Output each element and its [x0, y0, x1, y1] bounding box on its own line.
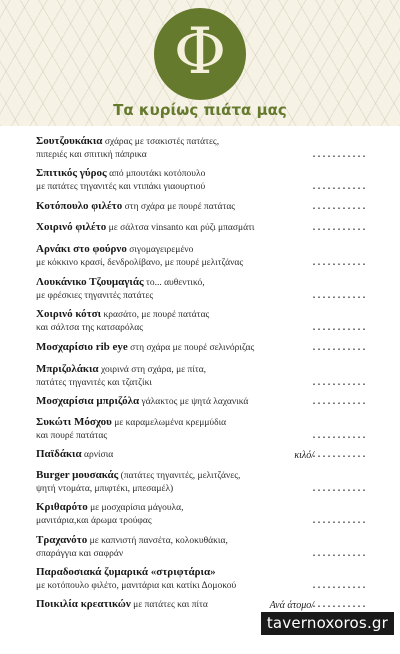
menu-item: [36, 135, 372, 162]
price-dots: ...........: [310, 150, 366, 161]
item-desc: με καπνιστή πανσέτα, κολοκυθάκια,: [87, 536, 228, 546]
logo-letter: Φ: [173, 15, 227, 89]
item-name: Χοιρινό φιλέτο: [36, 221, 107, 233]
item-desc-2: με φρέσκιες τηγανιτές πατάτες: [36, 291, 154, 301]
menu-item: [36, 395, 372, 409]
item-desc: γάλακτος με ψητά λαχανικά: [139, 397, 249, 407]
item-name: Μοσχαρίσια μπριζόλα: [36, 395, 140, 407]
item-desc: σχάρας με τσακιστές πατάτες,: [102, 137, 220, 147]
item-desc-2: και σάλτσα της κατσαρόλας: [36, 323, 143, 333]
item-desc-2: με κοτόπουλο φιλέτο, μανιτάρια και κατίκι Δομοκού: [36, 581, 237, 591]
page-title: Τα κυρίως πιάτα μας: [113, 101, 287, 119]
price-dots: ...........: [310, 202, 366, 213]
price-dots: ...........: [310, 258, 366, 269]
item-desc: με καραμελωμένα κρεμμύδια: [111, 418, 227, 428]
menu-item: [36, 221, 372, 235]
price-dots: ...........: [310, 581, 366, 592]
menu-item: [36, 308, 372, 335]
menu-item: [36, 341, 372, 355]
item-desc: το... αυθεντικό,: [143, 278, 205, 288]
item-name: Μπριζολάκια: [36, 363, 99, 375]
menu-item: [36, 566, 372, 593]
price-dots: ...........: [310, 549, 366, 560]
price-unit: κιλό/: [294, 450, 314, 461]
price-dots: ...........: [310, 516, 366, 527]
item-name: Λουκάνικο Τζουμαγιάς: [36, 276, 144, 288]
item-name: Παϊδάκια: [36, 448, 82, 460]
item-desc-2: πιπεριές και σπιτική πάπρικα: [36, 150, 147, 160]
menu-item: [36, 276, 372, 303]
price-dots: ...........: [310, 182, 366, 193]
item-desc-2: με κόκκινο κρασί, δενδρολίβανο, με πουρέ μελιτζάνας: [36, 258, 244, 268]
item-name: Τραχανότο: [36, 534, 88, 546]
item-desc-2: μανιτάρια,και άρωμα τρούφας: [36, 516, 152, 526]
item-name: Κοτόπουλο φιλέτο: [36, 200, 123, 212]
item-name: Αρνάκι στο φούρνο: [36, 243, 127, 255]
price-dots: ...........: [310, 450, 366, 461]
item-desc: (πατάτες τηγανιτές, μελιτζάνες,: [118, 471, 241, 481]
item-desc-2: ψητή ντομάτα, μπιφτέκι, μπεσαμέλ): [36, 484, 174, 494]
menu-item: [36, 363, 372, 390]
item-desc: χοιρινά στη σχάρα, με πίτα,: [98, 365, 207, 375]
item-desc-2: πατάτες τηγανιτές και τζατζίκι: [36, 378, 152, 388]
item-name: Σουτζουκάκια: [36, 135, 103, 147]
item-name: Χοιρινό κότσι: [36, 308, 102, 320]
item-desc: με πατάτες και πίτα: [130, 600, 208, 610]
item-name: Burger μουσακάς: [36, 469, 119, 481]
item-name: Κριθαρότο: [36, 501, 88, 513]
item-desc: αρνίσια: [81, 450, 114, 460]
item-name: Σπιτικός γύρος: [36, 167, 107, 179]
menu-item: [36, 243, 372, 270]
menu-item: [36, 448, 372, 462]
item-name: Παραδοσιακά ζυμαρικά «στριφτάρια»: [36, 566, 216, 578]
price-dots: ...........: [310, 397, 366, 408]
item-name: Συκώτι Μόσχου: [36, 416, 112, 428]
watermark: tavernoxoros.gr: [261, 612, 394, 635]
item-desc-2: σπαράγγια και σαφράν: [36, 549, 124, 559]
price-dots: ...........: [310, 378, 366, 389]
item-name: Ποικιλία κρεατικών: [36, 598, 131, 610]
price-unit: Ανά άτομο/: [269, 600, 314, 611]
item-desc: από μπουτάκι κοτόπουλο: [106, 169, 206, 179]
menu-item: [36, 501, 372, 528]
item-desc: κρασάτο, με πουρέ πατάτας: [101, 310, 210, 320]
menu-item: [36, 469, 372, 496]
item-desc: με μοσχαρίσια μάγουλα,: [87, 503, 184, 513]
price-dots: ...........: [310, 600, 366, 611]
price-dots: ...........: [310, 484, 366, 495]
item-desc: σιγομαγειρεμένο: [126, 245, 194, 255]
item-desc-2: και πουρέ πατάτας: [36, 431, 108, 441]
item-desc: με σάλτσα vinsanto και ρύζι μπασμάτι: [106, 223, 255, 233]
item-desc: στη σχάρα με πουρέ σελινόριζας: [127, 343, 255, 353]
price-dots: ...........: [310, 291, 366, 302]
price-dots: ...........: [310, 431, 366, 442]
menu-item: [36, 200, 372, 214]
price-dots: ...........: [310, 223, 366, 234]
menu-item: [36, 167, 372, 194]
menu-item: [36, 534, 372, 561]
item-desc: στη σχάρα με πουρέ πατάτας: [122, 202, 236, 212]
price-dots: ...........: [310, 343, 366, 354]
menu-item: [36, 416, 372, 443]
item-name: Μοσχαρίσιο rib eye: [36, 341, 128, 353]
menu-item: [36, 598, 372, 612]
price-dots: ...........: [310, 323, 366, 334]
item-desc-2: με πατάτες τηγανιτές και ντιπάκι γιαουρτιού: [36, 182, 206, 192]
